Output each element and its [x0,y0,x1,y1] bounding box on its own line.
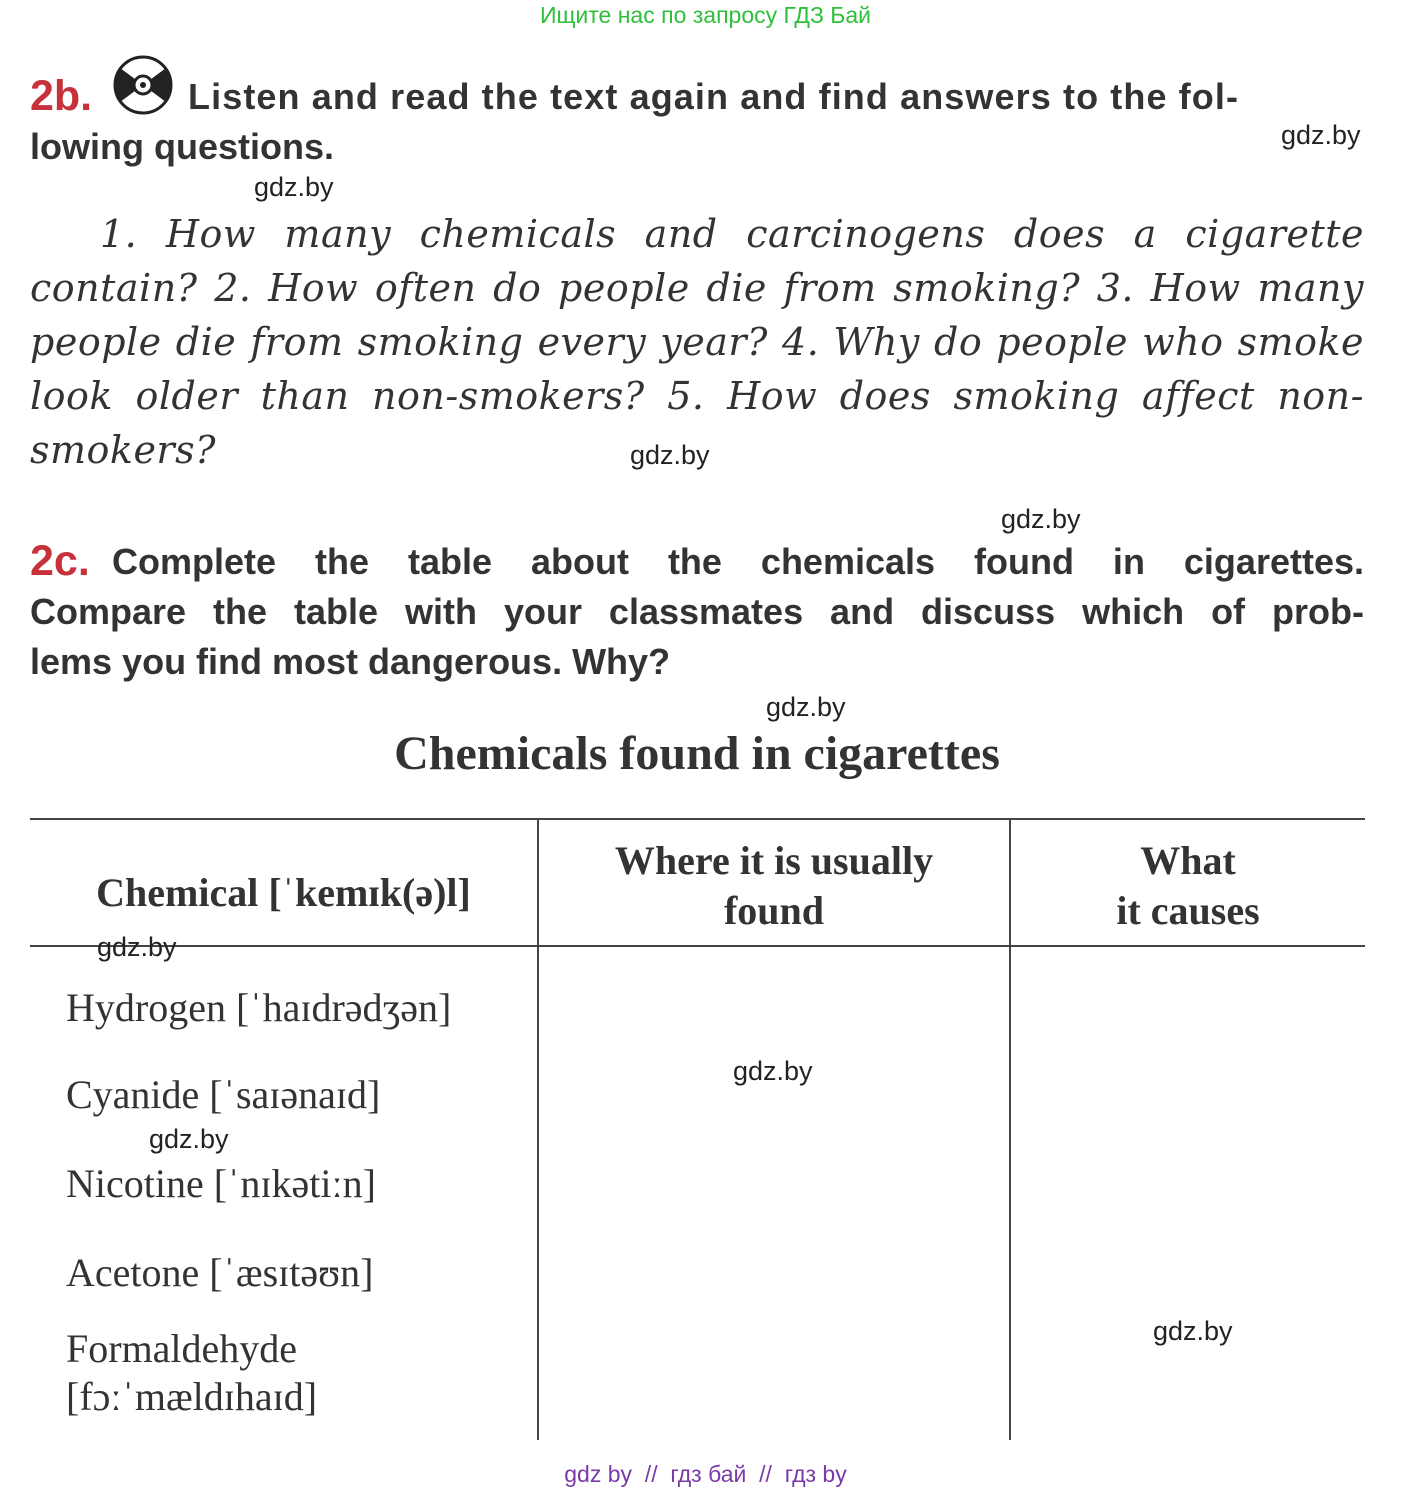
table-cell-chemical: Acetone [ˈæsɪtəʊn] [66,1250,374,1295]
question-line: people die from smoking every year? 4. Why do people who smoke [30,320,1364,364]
question-line: contain? 2. How often do people die from smoking? 3. How many [30,266,1364,310]
watermark: gdz.by [1281,120,1361,150]
cd-disc-icon [112,54,174,116]
exercise-2b-instruction-line1: Listen and read the text again and find answers to the fol- [188,76,1240,117]
exercise-2c-instruction-line2: Compare the table with your classmates and discuss which of prob- [30,591,1364,632]
table-header-what-line2: it causes [1116,888,1260,933]
table-cell-chemical: Hydrogen [ˈhaɪdrədʒən] [66,985,452,1030]
table-header-where-line2: found [723,888,825,933]
question-line: smokers? [30,428,216,472]
table-header-what-line1: What [1140,838,1236,883]
question-line: look older than non-smokers? 5. How does smoking affect non- [30,374,1364,418]
watermark: gdz.by [254,172,334,202]
watermark: gdz.by [630,440,710,470]
footer-links[interactable]: gdz by // гдз бай // гдз by [564,1461,847,1487]
table-header-chemical: Chemical [ˈkemɪk(ə)l] [96,870,471,915]
watermark: gdz.by [149,1124,229,1154]
exercise-2c-number: 2c. [30,537,90,585]
table-title: Chemicals found in cigarettes [394,727,1000,780]
table-cell-chemical: [fɔːˈmældɪhaɪd] [66,1374,318,1419]
exercise-2b-instruction-line2: lowing questions. [30,126,334,167]
watermark: gdz.by [97,932,177,962]
table-cell-chemical: Nicotine [ˈnɪkətiːn] [66,1161,376,1206]
table-cell-chemical: Cyanide [ˈsaɪənaɪd] [66,1072,381,1117]
table-header-where-line1: Where it is usually [614,838,934,883]
table-header-rule [30,945,1365,947]
question-line: 1. How many chemicals and carcinogens does a cigarette [100,212,1364,256]
watermark: gdz.by [1001,504,1081,534]
watermark: gdz.by [733,1056,813,1086]
table-cell-chemical: Formaldehyde [66,1326,298,1371]
exercise-2c-instruction-line1: Complete the table about the chemicals found in cigarettes. [112,541,1364,582]
exercise-2c-instruction-line3: lems you find most dangerous. Why? [30,641,671,682]
table-top-rule [30,818,1365,820]
exercise-2b-number: 2b. [30,72,93,120]
watermark: gdz.by [766,692,846,722]
watermark: gdz.by [1153,1316,1233,1346]
top-banner[interactable]: Ищите нас по запросу ГДЗ Бай [539,2,872,28]
